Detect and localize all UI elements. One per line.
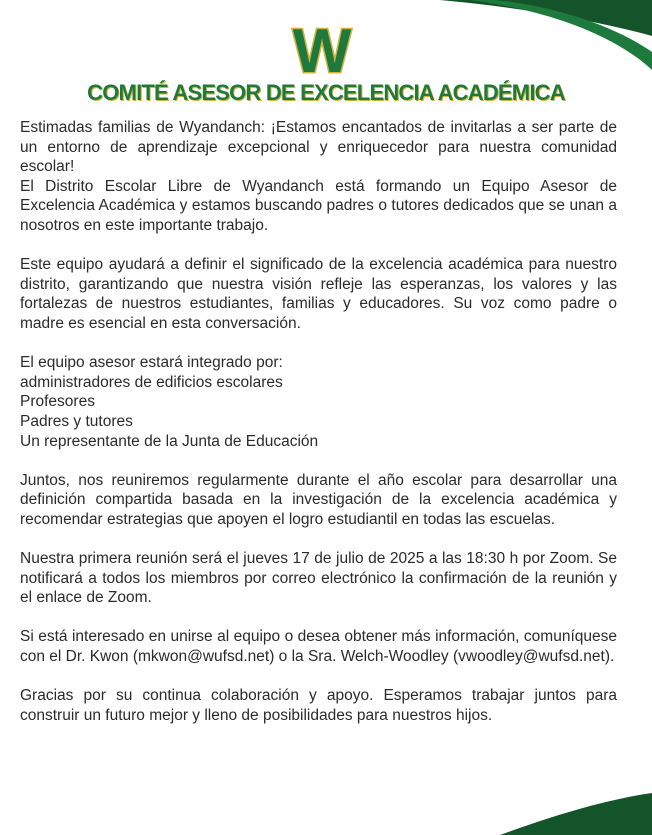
purpose-paragraph: Este equipo ayudará a definir el significado de la excelencia académica para nuestro distrito, garantizando que nuestra visión refleje las esperanzas, los valores y las fortalezas de nuestros estudiantes, familias y educadores. Su voz como padre o madre es esencial en esta conversación. — [20, 256, 617, 332]
contact-paragraph: Si está interesado en unirse al equipo o desea obtener más información, comuníquese con el Dr. Kwon (mkwon@wufsd.net) o la Sra. Welch-Woodley (vwoodley@wufsd.net). — [20, 628, 617, 666]
intro-paragraph-1: Estimadas familias de Wyandanch: ¡Estamos encantados de invitarlas a ser parte de un entorno de aprendizaje excepcional y enriquecedor para nuestra comunidad escolar! — [20, 119, 617, 176]
members-list-item: Padres y tutores — [20, 412, 133, 430]
together-paragraph: Juntos, nos reuniremos regularmente durante el año escolar para desarrollar una definición compartida basada en la investigación de la excelencia académica y recomendar estrategias que apoyen el logro estudiantil en todas las escuelas. — [20, 471, 617, 528]
logo-letter: W — [292, 22, 352, 78]
closing-paragraph: Gracias por su continua colaboración y apoyo. Esperamos trabajar juntos para construir un futuro mejor y lleno de posibilidades para nuestros hijos. — [20, 687, 617, 724]
bottom-right-swoosh-decoration — [0, 775, 652, 835]
members-list-item: administradores de edificios escolares — [20, 373, 283, 391]
meeting-paragraph: Nuestra primera reunión será el jueves 17 de julio de 2025 a las 18:30 h por Zoom. Se notificará a todos los miembros por correo electrónico la confirmación de la reunión y el enlace de Zoom. — [20, 550, 617, 607]
letter-body — [20, 118, 617, 745]
intro-paragraph-2: El Distrito Escolar Libre de Wyandanch está formando un Equipo Asesor de Excelencia Académica y estamos buscando padres o tutores dedicados que se unan a nosotros en este importante trabajo. — [20, 177, 617, 234]
members-list-item: Un representante de la Junta de Educación — [20, 432, 319, 450]
members-intro: El equipo asesor estará integrado por: — [20, 354, 283, 372]
members-list — [20, 373, 617, 451]
members-list-item: Profesores — [20, 393, 95, 411]
wyandanch-w-logo — [286, 22, 358, 78]
page-title: COMITÉ ASESOR DE EXCELENCIA ACADÉMICA — [87, 80, 565, 105]
